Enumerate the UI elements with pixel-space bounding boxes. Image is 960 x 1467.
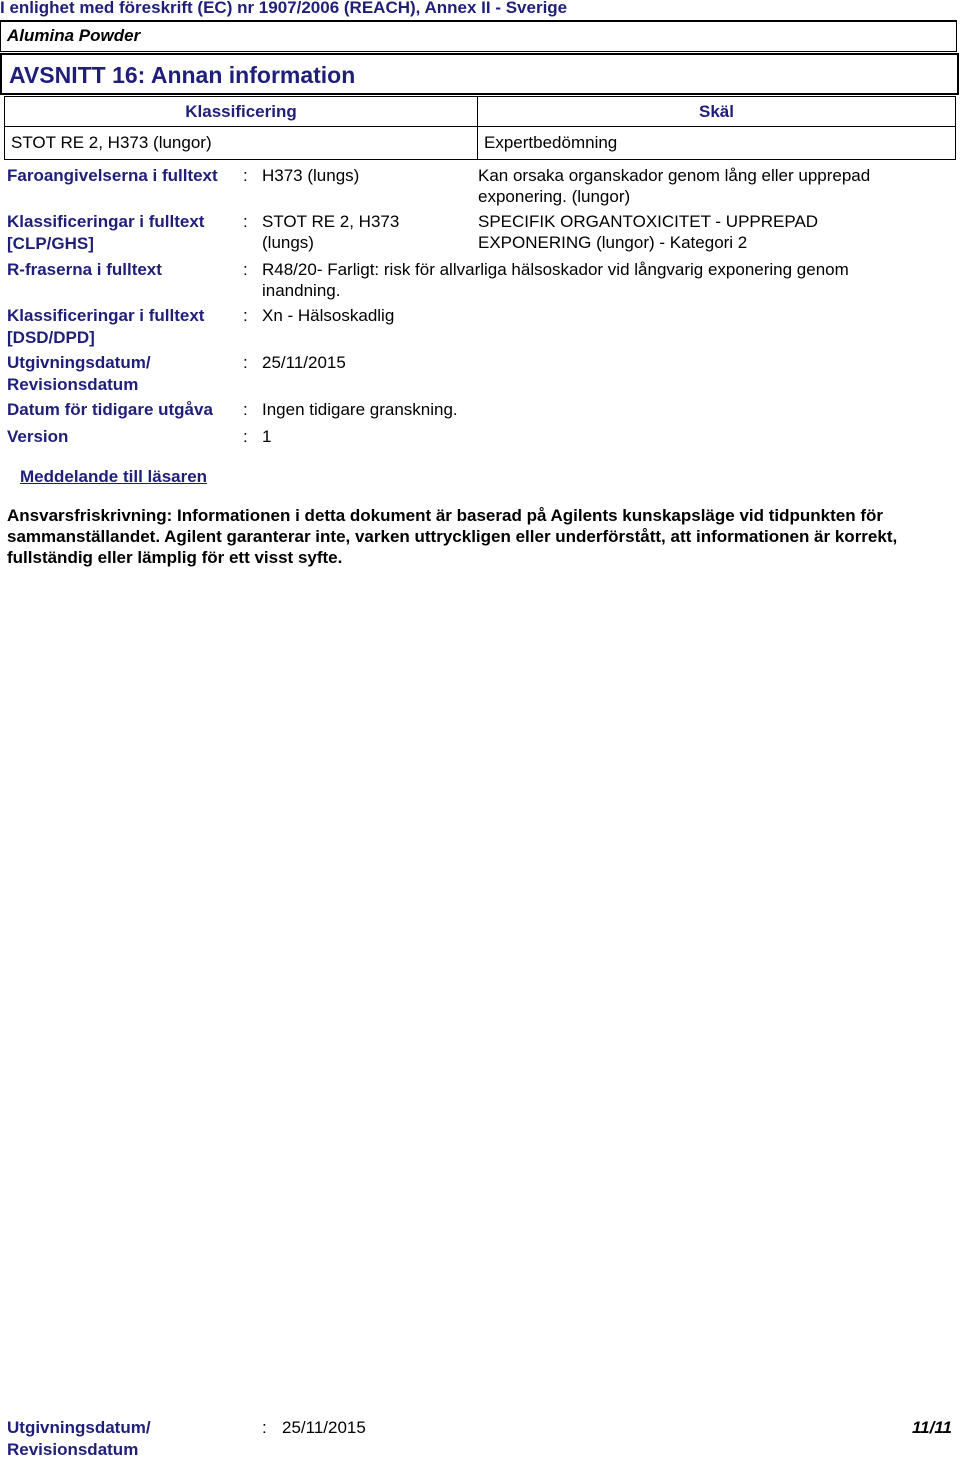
dsd-value: Xn - Hälsoskadlig — [262, 306, 395, 325]
issue-date-label-2: Revisionsdatum — [7, 375, 139, 394]
classification-column-header: Klassificering — [5, 97, 478, 127]
colon: : — [243, 427, 248, 446]
hazard-statement-text-1: Kan orsaka organskador genom lång eller upprepad — [478, 166, 871, 185]
section-header-box — [0, 53, 959, 95]
product-name-box — [0, 20, 957, 52]
classification-cell: STOT RE 2, H373 (lungor) — [5, 127, 478, 160]
clp-code-1: STOT RE 2, H373 — [262, 212, 400, 231]
colon: : — [243, 306, 248, 325]
table-header-row — [5, 97, 956, 127]
disclaimer-text: Ansvarsfriskrivning: Informationen i detta dokument är baserad på Agilents kunskapsläge vid tidpunkten för sammanställandet. Agilent garanterar inte, varken uttryckligen eller underförstått, att informationen är korrekt, fullständig eller lämplig för ett visst syfte. — [7, 506, 898, 567]
previous-date-label: Datum för tidigare utgåva — [7, 400, 213, 419]
dsd-label-1: Klassificeringar i fulltext — [7, 306, 205, 325]
colon: : — [243, 166, 248, 185]
reason-cell: Expertbedömning — [478, 127, 956, 160]
classification-table — [4, 96, 956, 160]
colon: : — [243, 212, 248, 231]
version-value: 1 — [262, 427, 272, 446]
colon: : — [243, 400, 248, 419]
footer-label-line-1: Utgivningsdatum/ — [7, 1418, 151, 1437]
clp-label-2: [CLP/GHS] — [7, 234, 94, 253]
colon: : — [262, 1418, 267, 1437]
table-row — [5, 127, 956, 160]
hazard-statement-text-2: exponering. (lungor) — [478, 187, 631, 206]
issue-date-label-1: Utgivningsdatum/ — [7, 353, 151, 372]
hazard-statement-code: H373 (lungs) — [262, 166, 360, 185]
product-name: Alumina Powder — [7, 26, 141, 45]
colon: : — [243, 260, 248, 279]
issue-date-value: 25/11/2015 — [262, 353, 346, 372]
hazard-statements-label: Faroangivelserna i fulltext — [7, 166, 218, 185]
reason-column-header: Skäl — [478, 97, 956, 127]
r-phrase-text-1: R48/20- Farligt: risk för allvarliga hälsoskador vid långvarig exponering genom — [262, 260, 849, 279]
section-title: AVSNITT 16: Annan information — [9, 62, 356, 88]
clp-label-1: Klassificeringar i fulltext — [7, 212, 205, 231]
footer-issue-date-label — [7, 1417, 151, 1461]
dsd-label-2: [DSD/DPD] — [7, 328, 95, 347]
r-phrase-text-2: inandning. — [262, 281, 341, 300]
footer-issue-date-value: 25/11/2015 — [282, 1418, 366, 1437]
clp-text-1: SPECIFIK ORGANTOXICITET - UPPREPAD — [478, 212, 819, 231]
r-phrases-label: R-fraserna i fulltext — [7, 260, 162, 279]
regulation-header: I enlighet med föreskrift (EC) nr 1907/2006 (REACH), Annex II - Sverige — [0, 0, 568, 17]
previous-date-value: Ingen tidigare granskning. — [262, 400, 458, 419]
version-label: Version — [7, 427, 69, 446]
clp-code-2: (lungs) — [262, 233, 314, 252]
page-number: 11/11 — [911, 1418, 952, 1437]
clp-text-2: EXPONERING (lungor) - Kategori 2 — [478, 233, 748, 252]
notice-heading: Meddelande till läsaren — [20, 467, 208, 486]
colon: : — [243, 353, 248, 372]
footer-label-line-2: Revisionsdatum — [7, 1440, 139, 1459]
